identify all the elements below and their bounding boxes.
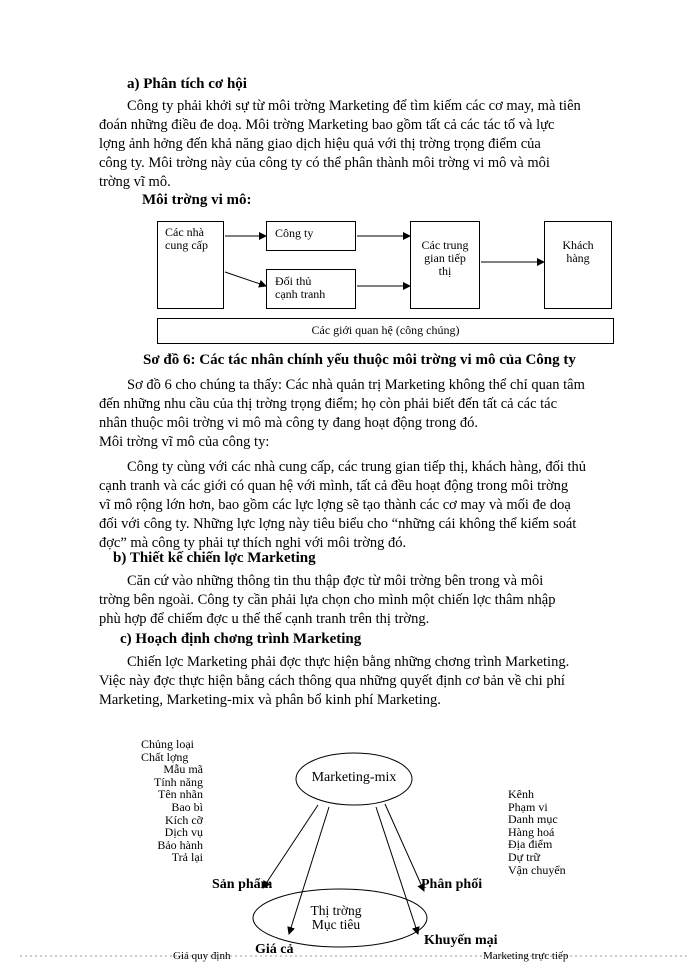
- list-item: Trả lại: [171, 850, 203, 865]
- box-text: Các nhà: [165, 225, 204, 239]
- text-line: nhân thuộc môi trờng vi mô mà công ty đang hoạt động trong đó.: [99, 415, 478, 431]
- ellipse-text: Mục tiêu: [311, 917, 361, 932]
- place-items-list: [508, 788, 628, 876]
- box-text: Đối thủ: [275, 274, 312, 288]
- text-line: trờng bên ngoài. Công ty cần phải lựa chọn cho mình một chiến lợc thâm nhập: [99, 592, 556, 608]
- list-item: Danh mục: [508, 812, 558, 827]
- text-line: Marketing, Marketing-mix và phân bổ kinh phí Marketing.: [99, 692, 441, 708]
- box-text: hàng: [566, 251, 590, 265]
- text-line: cạnh tranh và các giới có quan hệ với mình, tất cả đều hoạt động trong môi trờng: [99, 478, 569, 494]
- box-text: Công ty: [275, 226, 314, 240]
- price-item: Giá quy định: [173, 950, 231, 962]
- list-item: Chất lợng: [141, 749, 189, 764]
- list-item: Bảo hành: [157, 837, 203, 852]
- list-item: Tính năng: [154, 774, 203, 789]
- text-line: Việc này đợc thực hiện bằng cách thông qua những quyết định cơ bản về chi phí: [99, 673, 565, 689]
- promotion-label: Khuyến mại: [424, 933, 498, 948]
- text-line: đoán những điều đe doạ. Môi trờng Marketing bao gồm tất cả các tác tố và lực: [99, 117, 555, 133]
- text-line: đợc” mà công ty phải tự thích nghi với môi trờng đó.: [99, 535, 407, 551]
- list-item: Bao bì: [171, 799, 203, 814]
- list-item: Kênh: [508, 787, 534, 801]
- mix-center-label: Marketing-mix: [311, 770, 397, 785]
- target-market-label: [280, 904, 392, 932]
- box-text: cung cấp: [165, 238, 208, 252]
- list-item: Chủng loại: [141, 737, 194, 751]
- text-line: Công ty cùng với các nhà cung cấp, các trung gian tiếp thị, khách hàng, đối thủ: [127, 459, 587, 475]
- text-line: Sơ đồ 6 cho chúng ta thấy: Các nhà quản trị Marketing không thể chỉ quan tâm: [127, 377, 585, 393]
- text-line: lợng ảnh hởng đến khả năng giao dịch hiệu quả với thị trờng trọng điểm của: [99, 136, 541, 152]
- price-label: Giá cả: [255, 942, 294, 957]
- box-text: Các giới quan hệ (công chúng): [311, 323, 460, 337]
- list-item: Vận chuyển: [508, 862, 566, 877]
- list-item: Địa điểm: [508, 837, 553, 852]
- diagram6-caption: Sơ đồ 6: Các tác nhân chính yếu thuộc môi trờng vi mô của Công ty: [143, 352, 576, 368]
- box-text: cạnh tranh: [275, 287, 326, 301]
- text-line: đối với công ty. Những lực lợng này tiêu biểu cho “những cái không thể kiểm soát: [99, 516, 577, 532]
- list-item: Mẫu mã: [163, 762, 203, 777]
- list-item: Hàng hoá: [508, 824, 555, 839]
- text-line: đến những nhu cầu của thị trờng trọng điểm; họ còn phải biết đến tất cả các tác: [99, 396, 558, 412]
- box-text: gian tiếp: [424, 251, 466, 265]
- list-item: Dịch vụ: [164, 825, 203, 840]
- text-line: vĩ mô rộng lớn hơn, bao gồm các lực lợng sẽ tạo thành các cơ may và mối đe doạ: [99, 497, 571, 513]
- section-a-heading: a) Phân tích cơ hội: [127, 76, 247, 92]
- section-c-heading: c) Hoạch định chơng trình Marketing: [120, 631, 362, 647]
- promotion-item: Marketing trực tiếp: [483, 950, 569, 962]
- section-b-heading: b) Thiết kế chiến lợc Marketing: [113, 550, 316, 566]
- text-line: Công ty phải khởi sự từ môi trờng Marketing để tìm kiếm các cơ may, mà tiên: [127, 98, 581, 114]
- text-line: trờng vĩ mô.: [99, 174, 171, 190]
- text-line: công ty. Môi trờng này của công ty có thể phân thành môi trờng vi mô và môi: [99, 155, 550, 171]
- box-text: Khách: [562, 238, 594, 252]
- text-line: Căn cứ vào những thông tin thu thập đợc từ môi trờng bên trong và môi: [127, 573, 544, 589]
- macro-environment-line: Môi trờng vĩ mô của công ty:: [99, 434, 270, 450]
- box-text: Các trung: [421, 238, 469, 252]
- product-label: Sản phẩm: [212, 877, 273, 892]
- box-text: thị: [438, 264, 452, 278]
- list-item: Kích cỡ: [165, 812, 203, 827]
- list-item: Tên nhãn: [158, 787, 203, 802]
- list-item: Dự trữ: [508, 849, 541, 864]
- place-label: Phân phối: [421, 877, 483, 892]
- list-item: Phạm vi: [508, 799, 548, 814]
- product-items-list: [110, 738, 203, 864]
- text-line: phù hợp để chiếm đợc u thế thế cạnh tranh trên thị trờng.: [99, 611, 430, 627]
- ellipse-text: Thị trờng: [310, 903, 362, 918]
- text-line: Chiến lợc Marketing phải đợc thực hiện bằng những chơng trình Marketing.: [127, 654, 570, 670]
- micro-environment-title: Môi trờng vi mô:: [142, 192, 252, 208]
